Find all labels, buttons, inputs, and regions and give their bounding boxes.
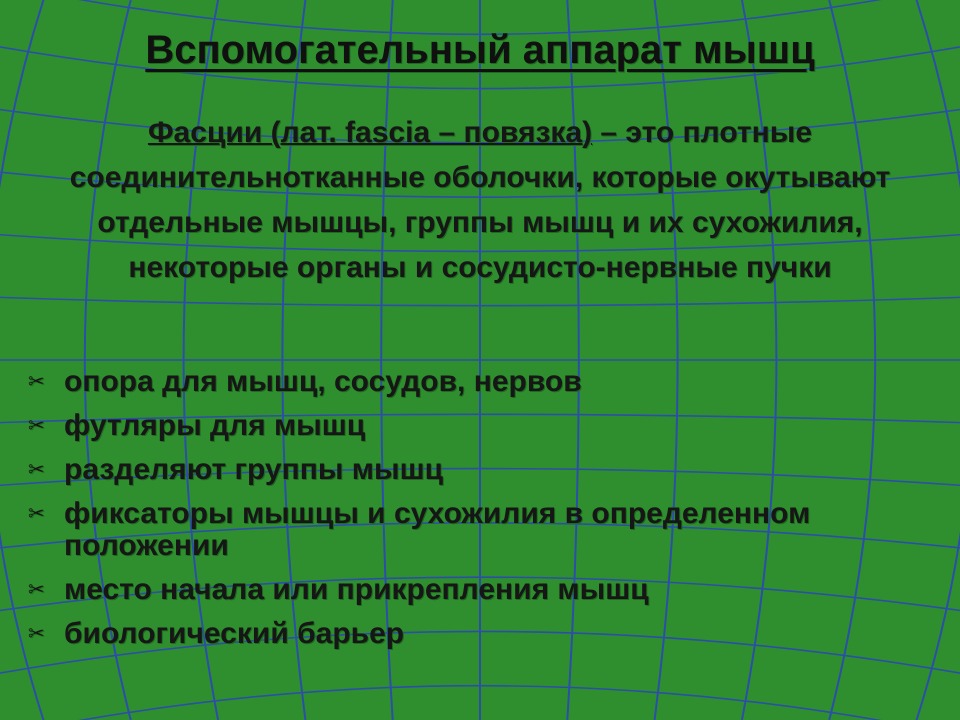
definition-text: – это плотные соединительнотканные оболочки, которые окутывают отдельные мышцы, группы мышц и их сухожилия, некоторые органы и сосудисто-нервные пучки xyxy=(69,116,891,284)
scissors-icon: ✂ xyxy=(28,579,45,601)
list-item xyxy=(28,618,928,650)
list-item-text: фиксаторы мышцы и сухожилия в определенном положении xyxy=(64,497,811,562)
list-item xyxy=(28,454,928,486)
definition-term: Фасции (лат. fascia – повязка) xyxy=(147,116,593,149)
list-item xyxy=(28,498,928,562)
list-item-text: место начала или прикрепления мышц xyxy=(64,573,649,606)
fascia-definition xyxy=(20,110,940,290)
list-item-text: футляры для мышц xyxy=(64,409,366,442)
list-item xyxy=(28,410,928,442)
scissors-icon: ✂ xyxy=(28,371,45,393)
scissors-icon: ✂ xyxy=(28,623,45,645)
scissors-icon: ✂ xyxy=(28,503,45,525)
list-item-text: биологический барьер xyxy=(64,617,405,650)
scissors-icon: ✂ xyxy=(28,459,45,481)
scissors-icon: ✂ xyxy=(28,415,45,437)
list-item xyxy=(28,366,928,398)
list-item xyxy=(28,574,928,606)
slide-title: Вспомогательный аппарат мышц xyxy=(145,28,815,72)
list-item-text: опора для мышц, сосудов, нервов xyxy=(64,365,582,398)
list-item-text: разделяют группы мышц xyxy=(64,453,444,486)
function-list xyxy=(28,366,928,662)
